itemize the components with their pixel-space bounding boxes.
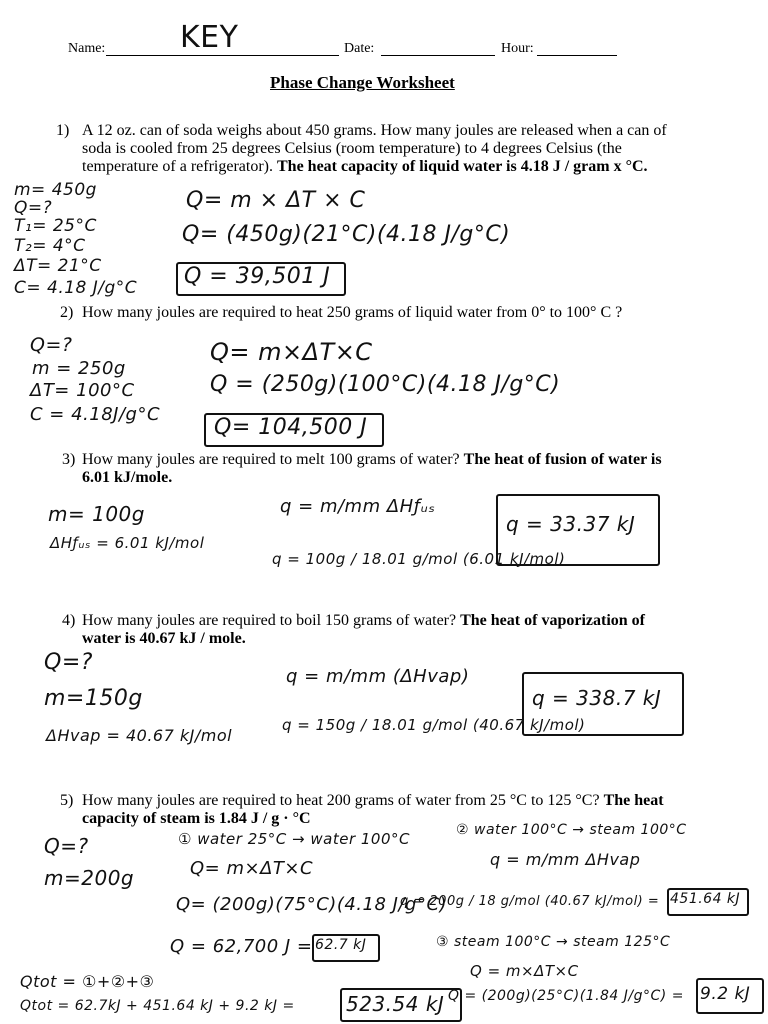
- q4-formula: q = m/mm (ΔHvap): [286, 666, 470, 687]
- page-title: Phase Change Worksheet: [270, 73, 455, 92]
- q1-given-4: T₂= 4°C: [14, 236, 86, 256]
- q1-substitution: Q= (450g)(21°C)(4.18 J/g°C): [182, 222, 511, 247]
- q5-total-sum: Qtot = 62.7kJ + 451.64 kJ + 9.2 kJ =: [20, 998, 295, 1014]
- question-text: How many joules are required to boil 150 grams of water? The heat of vaporization of water is 40.67 kJ / mole.: [82, 612, 645, 647]
- q2-given-4: C = 4.18J/g°C: [30, 404, 161, 425]
- question-number: 4): [62, 612, 76, 629]
- question-4: [56, 612, 696, 652]
- q2-substitution: Q = (250g)(100°C)(4.18 J/g°C): [210, 372, 561, 397]
- q1-answer: Q = 39,501 J: [184, 264, 331, 289]
- q5-step2-substitution: q = 200g / 18 g/mol (40.67 kJ/mol) =: [400, 894, 660, 909]
- q1-given-6: C= 4.18 J/g°C: [14, 278, 138, 298]
- q2-answer: Q= 104,500 J: [214, 415, 368, 440]
- q5-step3-answer: 9.2 kJ: [700, 984, 751, 1004]
- q2-given-3: ΔT= 100°C: [30, 380, 135, 401]
- date-label: Date:: [344, 41, 375, 56]
- q5-step3-heading: ③ steam 100°C → steam 125°C: [436, 934, 671, 950]
- q2-formula: Q= m×ΔT×C: [210, 338, 373, 366]
- question-number: 5): [60, 792, 74, 809]
- q3-formula: q = m/mm ΔHƒᵤₛ: [280, 496, 436, 517]
- hour-underline: [537, 55, 617, 56]
- q5-total-answer: 523.54 kJ: [346, 992, 445, 1016]
- q4-given-3: ΔHvap = 40.67 kJ/mol: [46, 726, 233, 745]
- q2-given-2: m = 250g: [32, 358, 126, 379]
- question-number: 3): [62, 451, 76, 468]
- date-underline: [381, 55, 495, 56]
- q2-given-1: Q=?: [30, 334, 73, 356]
- question-given-bold: The heat of fusion of water is 6.01 kJ/mole.: [82, 451, 662, 486]
- q5-given-2: m=200g: [44, 866, 135, 890]
- q3-given-2: ΔHƒᵤₛ = 6.01 kJ/mol: [50, 534, 205, 552]
- question-given-bold: The heat capacity of liquid water is 4.18 J / gram x °C.: [277, 158, 648, 175]
- name-value: KEY: [180, 20, 239, 55]
- q5-step2-answer: 451.64 kJ: [670, 891, 741, 907]
- question-text: How many joules are required to melt 100 grams of water? The heat of fusion of water is 6.01 kJ/mole.: [82, 451, 662, 486]
- q5-given-1: Q=?: [44, 834, 89, 858]
- q4-substitution: q = 150g / 18.01 g/mol (40.67 kJ/mol): [282, 716, 586, 734]
- q1-given-5: ΔT= 21°C: [14, 256, 102, 276]
- q4-answer: q = 338.7 kJ: [532, 686, 662, 710]
- q4-given-2: m=150g: [44, 686, 143, 711]
- q5-step1-answer: 62.7 kJ: [315, 937, 367, 953]
- question-text: A 12 oz. can of soda weighs about 450 grams. How many joules are released when a can of soda is cooled from 25 degrees Celsius (room temperature) to 4 degrees Celsius (the temperature of a refrigerator). The heat capacity of liquid water is 4.18 J / gram x °C.: [82, 122, 667, 175]
- q5-step1-formula: Q= m×ΔT×C: [190, 858, 314, 879]
- q5-step1-heading: ① water 25°C → water 100°C: [178, 830, 410, 848]
- question-1: [56, 122, 696, 182]
- q5-step2-formula: q = m/mm ΔHvap: [490, 850, 641, 869]
- question-2: [56, 304, 696, 324]
- q3-substitution: q = 100g / 18.01 g/mol (6.01 kJ/mol): [272, 550, 566, 568]
- name-label: Name:: [68, 41, 106, 56]
- q5-step1-result: Q = 62,700 J =: [170, 936, 313, 957]
- question-given-bold: The heat of vaporization of water is 40.67 kJ / mole.: [82, 612, 645, 647]
- name-underline: [106, 55, 339, 56]
- q1-given-2: Q=?: [14, 198, 53, 218]
- question-text: How many joules are required to heat 200 grams of water from 25 °C to 125 °C? The heat capacity of steam is 1.84 J / g · °C: [82, 792, 664, 827]
- q1-formula: Q= m × ΔT × C: [186, 188, 366, 213]
- q5-step1-substitution: Q= (200g)(75°C)(4.18 J/g°C): [176, 894, 448, 915]
- question-text: How many joules are required to heat 250 grams of liquid water from 0° to 100° C ?: [82, 304, 623, 321]
- q1-given-1: m= 450g: [14, 180, 97, 200]
- q5-step3-formula: Q = m×ΔT×C: [470, 962, 579, 980]
- q1-given-3: T₁= 25°C: [14, 216, 97, 236]
- q3-given-1: m= 100g: [48, 502, 145, 526]
- question-number: 2): [60, 304, 74, 321]
- q3-answer: q = 33.37 kJ: [506, 512, 636, 536]
- q5-step2-heading: ② water 100°C → steam 100°C: [456, 822, 687, 838]
- question-number: 1): [56, 122, 70, 139]
- q5-step3-substitution: Q = (200g)(25°C)(1.84 J/g°C) =: [448, 988, 684, 1004]
- q4-given-1: Q=?: [44, 650, 93, 675]
- question-3: [56, 451, 696, 491]
- q5-total-formula: Qtot = ①+②+③: [20, 972, 155, 991]
- question-given-bold: The heat capacity of steam is 1.84 J / g · °C: [82, 792, 664, 827]
- hour-label: Hour:: [501, 41, 534, 56]
